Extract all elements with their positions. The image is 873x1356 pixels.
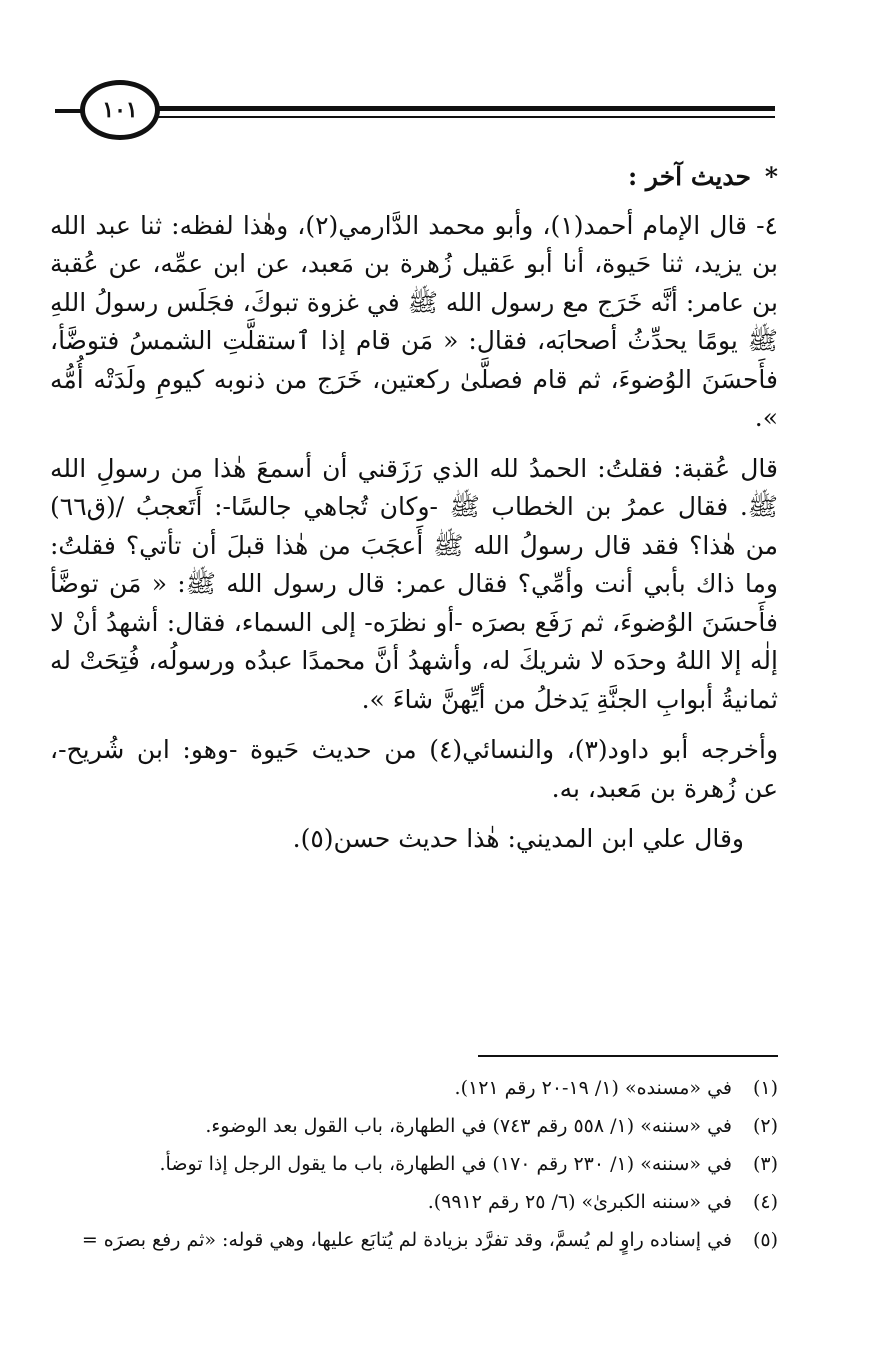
footnote-text: في «سننه» (١/ ٥٥٨ رقم ٧٤٣) في الطهارة، باب القول بعد الوضوء. — [205, 1115, 732, 1137]
paragraph-takhrij: وأخرجه أبو داود(٣)، والنسائي(٤) من حديث حَيوة -وهو: ابن شُريح-، عن زُهرة بن مَعبد، به. — [50, 735, 779, 803]
paragraph-hadith: ٤- قال الإمام أحمد(١)، وأبو محمد الدَّارمي(٢)، وهٰذا لفظه: ثنا عبد الله بن يزيد، ثنا حَيوة، أنا أبو عَقيل زُهرة بن مَعبد، عن ابن عمِّه، عن عُقبة بن عامر: أنَّه خَرَج مع رسول الله ﷺ في غزوة تبوكَ، فجَلَس رسولُ اللهِ ﷺ يومًا يحدِّثُ أصحابَه، فقال: « مَن قام إذا ٱستقلَّتِ الشمسُ فتوضَّأ، فأَحسَنَ الوُضوءَ، ثم قام فصلَّىٰ ركعتين، خَرَج من ذنوبه كيومِ ولَدَتْه أُمُّه ». — [50, 210, 778, 432]
footnote-number: (١) — [752, 1077, 778, 1099]
footnote-text: في «سننه الكبرىٰ» (٦/ ٢٥ رقم ٩٩١٢). — [427, 1191, 732, 1213]
footnotes — [50, 1055, 778, 1259]
paragraph-uqba: قال عُقبة: فقلتُ: الحمدُ لله الذي رَزَقني أن أسمعَ هٰذا من رسولِ الله ﷺ. فقال عمرُ بن الخطاب ﷺ -وكان تُجاهي جالسًا-: أَتَعجبُ /(ق٦٦) من هٰذا؟ فقد قال رسولُ الله ﷺ أَعجَبَ من هٰذا قبلَ أن تأتي؟ فقلتُ: وما ذاك بأبي أنت وأمِّي؟ فقال عمر: قال رسول الله ﷺ: « مَن توضَّأ فأَحسَنَ الوُضوءَ، ثم رَفَع بصرَه -أو نظرَه- إلى السماء، فقال: أشهدُ أنْ لا إلٰه إلا اللهُ وحدَه لا شريكَ له، وأشهدُ أنَّ محمدًا عبدُه ورسولُه، فُتِحَتْ له ثمانيةُ أبوابِ الجنَّةِ يَدخلُ من أيِّهنَّ شاءَ ». — [50, 453, 778, 714]
footnote-text: في «سننه» (١/ ٢٣٠ رقم ١٧٠) في الطهارة، باب ما يقول الرجل إذا توضأ. — [159, 1153, 732, 1175]
section-heading — [50, 158, 778, 197]
footnote-text: في «مسنده» (١/ ١٩-٢٠ رقم ١٢١). — [454, 1077, 732, 1099]
section-title: حديث آخر : — [628, 162, 751, 191]
header-rule-thin — [145, 116, 775, 118]
footnote-number: (٤) — [752, 1191, 778, 1213]
footnote-number: (٣) — [752, 1153, 778, 1175]
footnote-item — [50, 1145, 778, 1183]
footnote-item — [50, 1183, 778, 1221]
footnote-number: (٥) — [752, 1229, 778, 1251]
paragraph-ibn-madini: وقال علي ابن المديني: هٰذا حديث حسن(٥). — [292, 824, 744, 853]
footnote-item — [50, 1069, 778, 1107]
footnote-divider — [478, 1055, 778, 1057]
footnote-item — [50, 1107, 778, 1145]
star-icon: * — [764, 162, 778, 191]
page-number: ١٠١ — [80, 80, 160, 140]
footnote-text: في إسناده راوٍ لم يُسمَّ، وقد تفرَّد بزيادة لم يُتابَع عليها، وهي قوله: «ثم رفع بصرَه = — [81, 1229, 732, 1251]
footnote-number: (٢) — [752, 1115, 778, 1137]
main-text — [50, 158, 778, 871]
page-header — [55, 80, 775, 140]
header-rule-thick — [145, 106, 775, 111]
footnote-item — [50, 1221, 778, 1259]
